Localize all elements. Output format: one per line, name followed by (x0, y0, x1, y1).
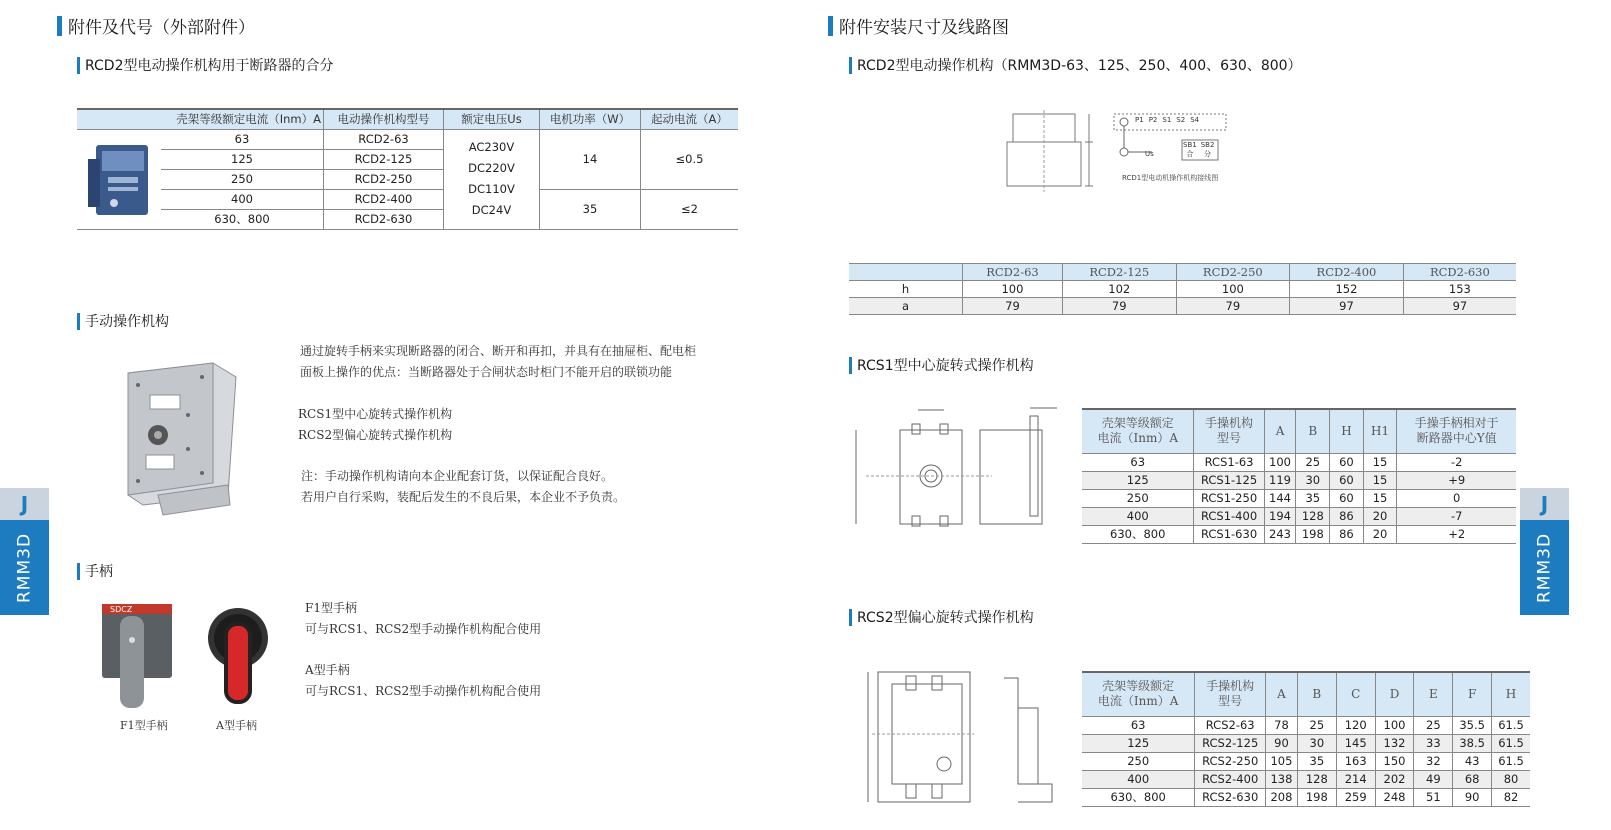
a-handle-text (305, 660, 541, 702)
rcs1-cell: 25 (1296, 453, 1330, 471)
rcs2-cell: 400 (1082, 770, 1195, 788)
rcs1-cell: 15 (1363, 471, 1397, 489)
rcs1-cell: 125 (1082, 471, 1194, 489)
rcs2-title-text: RCS2型偏心旋转式操作机构 (857, 610, 1034, 626)
rcs2-cell: RCS2-63 (1195, 716, 1266, 734)
rcs1-row (1082, 489, 1516, 507)
rcs1-cell: 243 (1264, 525, 1296, 543)
rcs1-cell: -2 (1397, 453, 1516, 471)
left-side-tab-text: RMM3D (14, 532, 35, 603)
sb1-sub: 合 (1186, 150, 1194, 158)
manual-title (77, 311, 169, 331)
right-section-title (828, 13, 1009, 38)
rcs1-title-text: RCS1型中心旋转式操作机构 (857, 358, 1034, 374)
rcs2-cell: 61.5 (1492, 734, 1530, 752)
rcs1-cell: 15 (1363, 453, 1397, 471)
rcs1-cell: 128 (1296, 507, 1330, 525)
rcs2-row (1082, 716, 1530, 734)
terminal-s4: S4 (1190, 116, 1200, 124)
rcs1-cell: RCS1-63 (1194, 453, 1264, 471)
rcs2-cell: 145 (1336, 734, 1375, 752)
rcs1-row (1082, 507, 1516, 525)
handle-title (77, 561, 113, 581)
rcs1-cell: 60 (1330, 471, 1364, 489)
rcs2-cell: 208 (1266, 788, 1298, 806)
rcd2-title-text: RCD2型电动操作机构用于断路器的合分 (85, 58, 334, 74)
rcs2-cell: 61.5 (1492, 752, 1530, 770)
rcs2-cell: 35 (1297, 752, 1336, 770)
manual-type-rcs1: RCS1型中心旋转式操作机构 (298, 407, 453, 421)
rcs1-title (849, 355, 1034, 375)
rcs1-header: B (1296, 409, 1330, 453)
rcd2-dim-title (849, 55, 1302, 75)
rcs2-cell: 68 (1453, 770, 1492, 788)
rcs1-dimension-drawing (852, 402, 1067, 536)
rcs1-header: H (1330, 409, 1364, 453)
rcs1-cell: RCS1-630 (1194, 525, 1264, 543)
rcs2-cell: 105 (1266, 752, 1298, 770)
rcs2-header: B (1297, 672, 1336, 716)
rcs2-row (1082, 752, 1530, 770)
rcs1-cell: 86 (1330, 525, 1364, 543)
rcs2-row (1082, 770, 1530, 788)
manual-note-line1: 注：手动操作机构请向本企业配套订货，以保证配合良好。 (301, 469, 614, 483)
rcs2-cell: 61.5 (1492, 716, 1530, 734)
a-handle-desc: 可与RCS1、RCS2型手动操作机构配合使用 (305, 684, 542, 698)
manual-description (300, 341, 745, 383)
rcs2-cell: RCS2-125 (1195, 734, 1266, 752)
rcs2-cell: 35.5 (1453, 716, 1492, 734)
rcs2-cell: 90 (1453, 788, 1492, 806)
rcd2-dim-cell: 152 (1290, 281, 1404, 298)
rcd2-current-250: 250 (161, 169, 324, 189)
rcs2-cell: 80 (1492, 770, 1530, 788)
rcs1-cell: 119 (1264, 471, 1296, 489)
rcs1-cell: 20 (1363, 507, 1397, 525)
rcd2-header-model: 电动操作机构型号 (324, 109, 444, 129)
manual-mechanism-image (118, 355, 238, 524)
rcd2-current-63: 63 (161, 129, 324, 149)
wiring-us-label: Us (1145, 150, 1154, 158)
rcd2-dim-cell: 100 (1176, 281, 1290, 298)
rcd2-dim-cell: 153 (1403, 281, 1516, 298)
rcs1-cell: 30 (1296, 471, 1330, 489)
rcs1-cell: 35 (1296, 489, 1330, 507)
terminal-s2: S2 (1176, 116, 1186, 124)
rcs1-cell: 400 (1082, 507, 1194, 525)
rcs1-cell: 60 (1330, 453, 1364, 471)
rcs1-cell: 630、800 (1082, 525, 1194, 543)
rcd2-start-current-05: ≤0.5 (641, 129, 739, 189)
rcd2-current-125: 125 (161, 149, 324, 169)
rcs2-cell: RCS2-630 (1195, 788, 1266, 806)
rcs1-cell: 60 (1330, 489, 1364, 507)
rcs1-cell: 198 (1296, 525, 1330, 543)
rcs2-header: E (1414, 672, 1453, 716)
rcd2-dim-cell: 97 (1290, 298, 1404, 315)
a-handle-caption: A型手柄 (216, 719, 257, 732)
rcs1-cell: 100 (1264, 453, 1296, 471)
manual-type-rcs2: RCS2型偏心旋转式操作机构 (298, 428, 453, 442)
rcs2-cell: 259 (1336, 788, 1375, 806)
a-handle-title: A型手柄 (305, 663, 350, 677)
rcd2-header-voltage: 额定电压Us (444, 109, 540, 129)
rcs1-cell: RCS1-400 (1194, 507, 1264, 525)
rcd2-voltage-dc110: DC110V (468, 182, 515, 196)
f1-handle-desc: 可与RCS1、RCS2型手动操作机构配合使用 (305, 622, 542, 636)
rcd2-spec-table (77, 108, 738, 230)
rcd2-dim-cell: h (849, 281, 963, 298)
rcs2-cell: 43 (1453, 752, 1492, 770)
rcd2-voltage-ac230: AC230V (468, 140, 515, 154)
rcs2-cell: 25 (1297, 716, 1336, 734)
terminal-p1: P1 (1135, 116, 1144, 124)
terminal-p2: P2 (1148, 116, 1158, 124)
rcd2-dim-cell: a (849, 298, 963, 315)
f1-handle-logo: SDCZ (110, 605, 133, 614)
f1-handle-text (305, 598, 541, 640)
rcd2-model-400: RCD2-400 (324, 189, 444, 209)
right-side-tab-text: RMM3D (1534, 532, 1555, 603)
rcd2-header-start-current: 起动电流（A） (641, 109, 739, 129)
rcs1-cell: +2 (1397, 525, 1516, 543)
rcd2-dimension-table (849, 263, 1516, 315)
wiring-sb-buttons (1183, 141, 1214, 159)
rcs1-header: H1 (1363, 409, 1397, 453)
rcd2-model-250: RCD2-250 (324, 169, 444, 189)
rcs2-cell: 630、800 (1082, 788, 1195, 806)
rcs2-header: 手操机构 型号 (1195, 672, 1266, 716)
manual-desc-line2: 面板上操作的优点：当断路器处于合闸状态时柜门不能开启的联锁功能 (300, 365, 673, 379)
manual-desc-line1: 通过旋转手柄来实现断路器的闭合、断开和再扣，并具有在抽屉柜、配电柜 (300, 344, 697, 358)
rcs2-cell: 33 (1414, 734, 1453, 752)
rcs2-cell: 32 (1414, 752, 1453, 770)
rcs2-dimension-drawing (862, 658, 1057, 807)
rcd2-dim-cell: 102 (1062, 281, 1176, 298)
rcs1-row (1082, 471, 1516, 489)
rcs2-cell: 128 (1297, 770, 1336, 788)
left-section-title (57, 13, 255, 38)
rcs1-header: 壳架等级额定 电流（Inm）A (1082, 409, 1194, 453)
rcd2-dim-header: RCD2-250 (1176, 264, 1290, 281)
rcs2-cell: 138 (1266, 770, 1298, 788)
rcs2-cell: 125 (1082, 734, 1195, 752)
rcs2-cell: 250 (1082, 752, 1195, 770)
rcs2-cell: RCS2-400 (1195, 770, 1266, 788)
rcd2-dim-cell: 100 (963, 281, 1063, 298)
rcs1-cell: 86 (1330, 507, 1364, 525)
sb2-sub: 分 (1204, 150, 1212, 158)
rcs2-table (1082, 671, 1530, 807)
rcd2-voltages (444, 129, 540, 229)
rcd2-header-current: 壳架等级额定电流（Inm）A (161, 109, 324, 129)
left-section-title-text: 附件及代号（外部附件） (68, 18, 255, 38)
rcs2-header: 壳架等级额定 电流（Inm）A (1082, 672, 1195, 716)
manual-title-text: 手动操作机构 (85, 314, 169, 330)
rcs2-cell: 38.5 (1453, 734, 1492, 752)
rcs1-cell: +9 (1397, 471, 1516, 489)
rcs1-table (1082, 408, 1516, 544)
right-side-tab (1520, 488, 1569, 615)
rcd2-dim-header (849, 264, 963, 281)
rcs2-cell: 202 (1375, 770, 1414, 788)
rcs1-header: 手操机构 型号 (1194, 409, 1264, 453)
rcs1-cell: 15 (1363, 489, 1397, 507)
rcs2-header: A (1266, 672, 1298, 716)
rcs2-cell: 30 (1297, 734, 1336, 752)
right-section-title-text: 附件安装尺寸及线路图 (839, 18, 1009, 38)
rcd2-dim-cell: 79 (1062, 298, 1176, 315)
rcd2-voltage-dc24: DC24V (471, 203, 512, 217)
rcs1-row (1082, 525, 1516, 543)
rcs1-cell: 250 (1082, 489, 1194, 507)
rcs2-row (1082, 734, 1530, 752)
rcs2-header: C (1336, 672, 1375, 716)
rcd2-model-630: RCD2-630 (324, 209, 444, 229)
rcs1-cell: 194 (1264, 507, 1296, 525)
handle-title-text: 手柄 (85, 564, 113, 580)
rcd2-title (77, 55, 334, 75)
rcs2-title (849, 607, 1034, 627)
rcd2-model-63: RCD2-63 (324, 129, 444, 149)
rcd2-start-current-2: ≤2 (641, 189, 739, 229)
rcs2-header: F (1453, 672, 1492, 716)
rcs2-cell: RCS2-250 (1195, 752, 1266, 770)
rcd2-current-400: 400 (161, 189, 324, 209)
rcd2-dim-header: RCD2-400 (1290, 264, 1404, 281)
right-side-tab-letter: J (1520, 488, 1569, 520)
f1-handle-caption: F1型手柄 (120, 719, 168, 732)
rcs2-cell: 90 (1266, 734, 1298, 752)
rcd2-dimension-drawing (1003, 110, 1103, 199)
rcd2-dim-header: RCD2-125 (1062, 264, 1176, 281)
rcd2-dim-cell: 97 (1403, 298, 1516, 315)
rcs2-cell: 132 (1375, 734, 1414, 752)
rcd2-dim-title-text: RCD2型电动操作机构（RMM3D-63、125、250、400、630、800） (857, 58, 1302, 74)
rcs2-cell: 214 (1336, 770, 1375, 788)
rcs2-row (1082, 788, 1530, 806)
rcs1-header: 手操手柄相对于 断路器中心Y值 (1397, 409, 1516, 453)
a-handle-image (205, 600, 270, 714)
rcs2-cell: 163 (1336, 752, 1375, 770)
rcs1-cell: 63 (1082, 453, 1194, 471)
rcs2-cell: 51 (1414, 788, 1453, 806)
rcd2-power-14: 14 (540, 129, 641, 189)
rcd2-current-630: 630、800 (161, 209, 324, 229)
rcs1-cell: 0 (1397, 489, 1516, 507)
wiring-caption: RCD1型电动机操作机构接线图 (1122, 174, 1219, 182)
manual-types (298, 404, 452, 446)
sb1-label: SB1 (1183, 141, 1197, 149)
rcs2-cell: 198 (1297, 788, 1336, 806)
rcs2-cell: 100 (1375, 716, 1414, 734)
rcs2-cell: 63 (1082, 716, 1195, 734)
f1-handle-title: F1型手柄 (305, 601, 357, 615)
rcs2-header: D (1375, 672, 1414, 716)
rcd2-header-power: 电机功率（W） (540, 109, 641, 129)
rcd2-dim-cell: 79 (1176, 298, 1290, 315)
sb2-label: SB2 (1200, 141, 1215, 149)
f1-handle-image (100, 602, 175, 714)
rcs2-cell: 25 (1414, 716, 1453, 734)
manual-note-line2: 若用户自行采购，装配后发生的不良后果，本企业不予负责。 (301, 490, 626, 504)
rcs1-cell: -7 (1397, 507, 1516, 525)
rcd2-power-35: 35 (540, 189, 641, 229)
rcs2-cell: 78 (1266, 716, 1298, 734)
rcs1-cell: RCS1-250 (1194, 489, 1264, 507)
rcd2-dim-header: RCD2-630 (1403, 264, 1516, 281)
rcd2-wiring-terminals (1135, 116, 1199, 124)
rcs2-cell: 49 (1414, 770, 1453, 788)
manual-note (301, 466, 625, 508)
rcs1-row (1082, 453, 1516, 471)
rcs1-cell: 144 (1264, 489, 1296, 507)
rcs1-cell: 20 (1363, 525, 1397, 543)
rcd2-dim-cell: 79 (963, 298, 1063, 315)
rcd2-product-image (77, 129, 161, 229)
rcs1-header: A (1264, 409, 1296, 453)
rcs2-header: H (1492, 672, 1530, 716)
terminal-s1: S1 (1162, 116, 1172, 124)
rcs2-cell: 248 (1375, 788, 1414, 806)
rcd2-model-125: RCD2-125 (324, 149, 444, 169)
rcd2-dim-header: RCD2-63 (963, 264, 1063, 281)
rcs2-cell: 150 (1375, 752, 1414, 770)
rcs1-cell: RCS1-125 (1194, 471, 1264, 489)
rcd2-voltage-dc220: DC220V (468, 161, 515, 175)
rcs2-cell: 82 (1492, 788, 1530, 806)
left-side-tab (0, 488, 49, 615)
rcs2-cell: 120 (1336, 716, 1375, 734)
left-side-tab-letter: J (0, 488, 49, 520)
